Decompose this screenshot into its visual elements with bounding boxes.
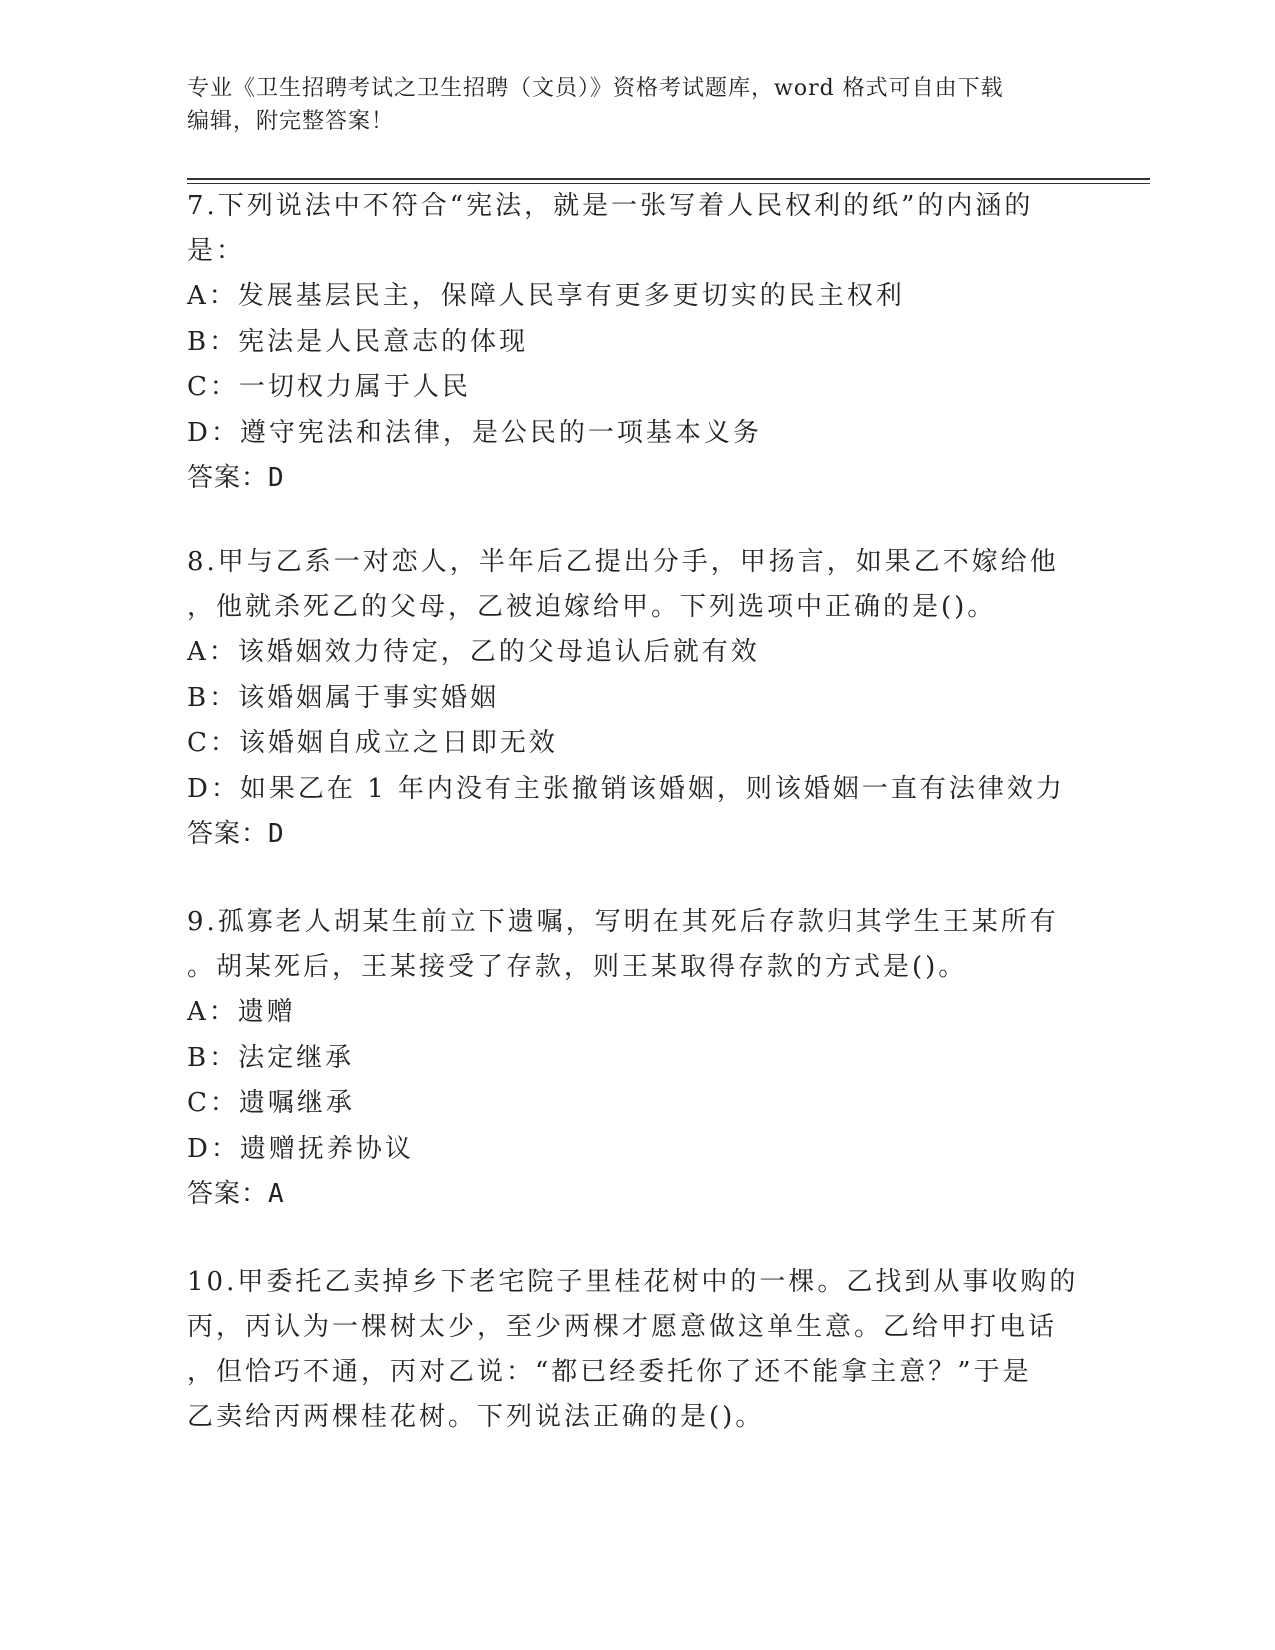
answer-label: 答案：: [187, 463, 269, 493]
question-stem-line: 乙卖给丙两棵桂花树。下列说法正确的是()。: [187, 1402, 765, 1432]
header-line-2: 编辑，附完整答案！: [187, 109, 395, 134]
option-a: A：发展基层民主，保障人民享有更多更切实的民主权利: [187, 281, 905, 311]
answer-line: [187, 1172, 1087, 1217]
question-stem-line: 9.孤寡老人胡某生前立下遗嘱，写明在其死后存款归其学生王某所有: [187, 907, 1059, 937]
answer-line: [187, 456, 1087, 501]
question-stem-line: 8.甲与乙系一对恋人，半年后乙提出分手，甲扬言，如果乙不嫁给他: [187, 547, 1059, 577]
option-d: D：遗赠抚养协议: [187, 1133, 414, 1164]
option-c: C：一切权力属于人民: [187, 372, 471, 402]
document-header: [187, 72, 1067, 138]
option-b: B：该婚姻属于事实婚姻: [187, 682, 500, 713]
answer-line: [187, 812, 1087, 857]
option-d: D：遵守宪法和法律，是公民的一项基本义务: [187, 417, 762, 448]
answer-value: D: [268, 463, 285, 493]
question-stem-line: 10.甲委托乙卖掉乡下老宅院子里桂花树中的一棵。乙找到从事收购的: [187, 1267, 1079, 1297]
question-8: [187, 540, 1087, 857]
answer-label: 答案：: [187, 1179, 269, 1209]
answer-value: D: [268, 819, 285, 849]
option-c: C：遗嘱继承: [187, 1088, 355, 1118]
option-d: D：如果乙在 1 年内没有主张撤销该婚姻，则该婚姻一直有法律效力: [187, 773, 1065, 804]
answer-value: A: [268, 1179, 285, 1209]
option-b: B：宪法是人民意志的体现: [187, 326, 529, 357]
question-stem-line: 丙，丙认为一棵树太少，至少两棵才愿意做这单生意。乙给甲打电话: [187, 1312, 1058, 1342]
option-a: A：该婚姻效力待定，乙的父母追认后就有效: [187, 637, 760, 667]
question-stem-line: 是：: [187, 236, 246, 266]
question-10: [187, 1260, 1087, 1440]
question-stem-line: 7.下列说法中不符合“宪法，就是一张写着人民权利的纸”的内涵的: [187, 191, 1034, 221]
option-c: C：该婚姻自成立之日即无效: [187, 728, 558, 758]
question-7: [187, 184, 1087, 501]
question-stem-line: ，但恰巧不通，丙对乙说：“都已经委托你了还不能拿主意？”于是: [187, 1357, 1032, 1387]
header-line-1: 专业《卫生招聘考试之卫生招聘（文员）》资格考试题库，word 格式可自由下载: [187, 76, 1004, 101]
question-9: [187, 900, 1087, 1217]
header-divider-thick: [187, 178, 1150, 180]
question-stem-line: 。胡某死后，王某接受了存款，则王某取得存款的方式是()。: [187, 952, 968, 982]
answer-label: 答案：: [187, 819, 269, 849]
question-stem-line: ，他就杀死乙的父母，乙被迫嫁给甲。下列选项中正确的是()。: [187, 592, 997, 622]
option-a: A：遗赠: [187, 997, 296, 1027]
option-b: B：法定继承: [187, 1042, 355, 1073]
